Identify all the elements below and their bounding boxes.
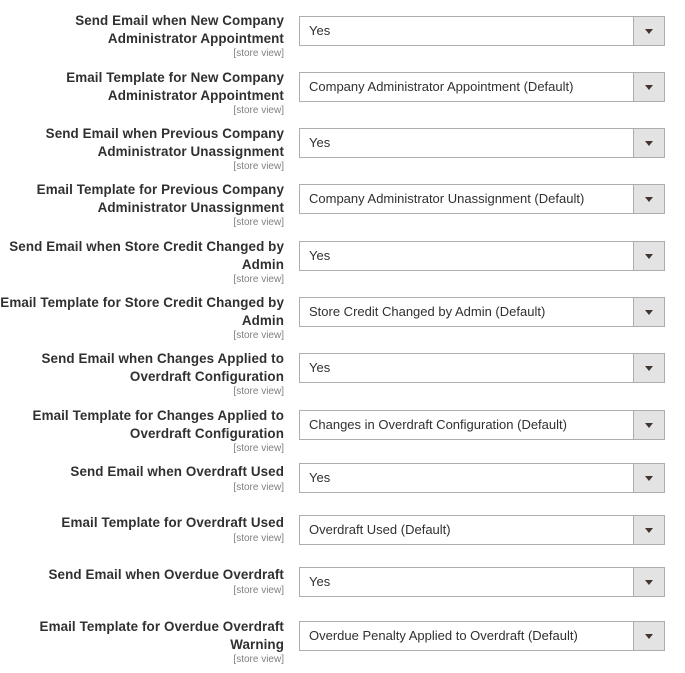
label-line-1: Email Template for New Company: [66, 70, 284, 85]
dropdown-button[interactable]: [633, 411, 664, 439]
select-value: Company Administrator Unassignment (Default): [309, 191, 585, 206]
dropdown-button[interactable]: [633, 298, 664, 326]
label-line-1: Send Email when Overdraft Used: [70, 464, 284, 479]
send-email-new-admin-appointment-select[interactable]: [299, 16, 665, 46]
label-line-2: Administrator Unassignment: [97, 143, 284, 159]
label-line-1: Send Email when Previous Company: [45, 126, 284, 141]
dropdown-button[interactable]: [633, 354, 664, 382]
email-template-store-credit-changed-select[interactable]: [299, 297, 665, 327]
dropdown-button[interactable]: [633, 185, 664, 213]
label-line-2: Administrator Unassignment: [97, 199, 284, 215]
send-email-store-credit-changed-select[interactable]: [299, 241, 665, 271]
select-value: Yes: [309, 135, 331, 150]
email-template-overdraft-config-select[interactable]: [299, 410, 665, 440]
chevron-down-icon: [645, 85, 653, 90]
field-label: [0, 566, 284, 597]
label-line-2: Overdraft Configuration: [129, 425, 284, 441]
send-email-prev-admin-unassignment-select[interactable]: [299, 128, 665, 158]
label-line-1: Send Email when New Company: [75, 13, 284, 28]
select-value: Company Administrator Appointment (Default): [309, 79, 574, 94]
label-line-2: Administrator Appointment: [107, 30, 284, 46]
label-line-2: Warning: [230, 636, 284, 652]
scope-label: [store view]: [233, 481, 284, 493]
scope-label: [store view]: [233, 274, 284, 285]
scope-label: [store view]: [233, 48, 284, 59]
select-value: Overdue Penalty Applied to Overdraft (Default): [309, 628, 578, 643]
chevron-down-icon: [645, 254, 653, 259]
label-line-1: Email Template for Store Credit Changed by: [0, 295, 284, 310]
chevron-down-icon: [645, 197, 653, 202]
label-line-2: Admin: [241, 312, 284, 328]
label-line-1: Send Email when Overdue Overdraft: [48, 567, 284, 582]
dropdown-button[interactable]: [633, 568, 664, 596]
label-line-1: Email Template for Changes Applied to: [32, 408, 284, 423]
chevron-down-icon: [645, 528, 653, 533]
label-line-2: Administrator Appointment: [107, 87, 284, 103]
select-value: Yes: [309, 23, 331, 38]
dropdown-button[interactable]: [633, 73, 664, 101]
select-value: Yes: [309, 360, 331, 375]
field-label: [0, 618, 284, 666]
chevron-down-icon: [645, 366, 653, 371]
select-value: Changes in Overdraft Configuration (Default): [309, 417, 567, 432]
chevron-down-icon: [645, 580, 653, 585]
field-label: [0, 463, 284, 494]
field-label: [0, 294, 284, 342]
send-email-overdue-overdraft-select[interactable]: [299, 567, 665, 597]
chevron-down-icon: [645, 634, 653, 639]
dropdown-button[interactable]: [633, 242, 664, 270]
field-label: [0, 238, 284, 286]
dropdown-button[interactable]: [633, 516, 664, 544]
select-value: Yes: [309, 470, 331, 485]
chevron-down-icon: [645, 423, 653, 428]
scope-label: [store view]: [233, 386, 284, 397]
label-line-2: Overdraft Configuration: [129, 368, 284, 384]
email-template-prev-admin-unassignment-select[interactable]: [299, 184, 665, 214]
dropdown-button[interactable]: [633, 622, 664, 650]
scope-label: [store view]: [233, 217, 284, 228]
label-line-1: Email Template for Overdue Overdraft: [39, 619, 284, 634]
scope-label: [store view]: [233, 532, 284, 544]
dropdown-button[interactable]: [633, 17, 664, 45]
field-label: [0, 350, 284, 398]
chevron-down-icon: [645, 141, 653, 146]
select-value: Overdraft Used (Default): [309, 522, 451, 537]
chevron-down-icon: [645, 476, 653, 481]
scope-label: [store view]: [233, 584, 284, 596]
label-line-1: Email Template for Overdraft Used: [61, 515, 284, 530]
select-value: Yes: [309, 574, 331, 589]
label-line-1: Send Email when Changes Applied to: [41, 351, 284, 366]
label-line-1: Send Email when Store Credit Changed by: [9, 239, 284, 254]
field-label: [0, 69, 284, 117]
scope-label: [store view]: [233, 161, 284, 172]
field-label: [0, 181, 284, 229]
scope-label: [store view]: [233, 105, 284, 116]
field-label: [0, 12, 284, 60]
scope-label: [store view]: [233, 443, 284, 454]
dropdown-button[interactable]: [633, 129, 664, 157]
dropdown-button[interactable]: [633, 464, 664, 492]
email-template-overdraft-used-select[interactable]: [299, 515, 665, 545]
send-email-overdraft-used-select[interactable]: [299, 463, 665, 493]
label-line-1: Email Template for Previous Company: [36, 182, 284, 197]
scope-label: [store view]: [233, 330, 284, 341]
field-label: [0, 514, 284, 545]
email-template-new-admin-appointment-select[interactable]: [299, 72, 665, 102]
scope-label: [store view]: [233, 654, 284, 665]
field-label: [0, 407, 284, 455]
send-email-overdraft-config-select[interactable]: [299, 353, 665, 383]
email-template-overdue-overdraft-select[interactable]: [299, 621, 665, 651]
chevron-down-icon: [645, 310, 653, 315]
select-value: Yes: [309, 248, 331, 263]
chevron-down-icon: [645, 29, 653, 34]
select-value: Store Credit Changed by Admin (Default): [309, 304, 546, 319]
field-label: [0, 125, 284, 173]
label-line-2: Admin: [241, 256, 284, 272]
